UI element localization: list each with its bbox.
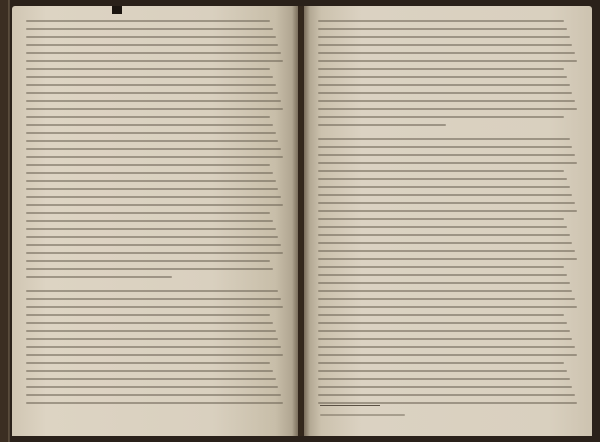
text-line <box>318 92 572 94</box>
text-line <box>318 346 575 348</box>
text-line <box>26 132 276 134</box>
text-line <box>318 28 567 30</box>
text-line <box>318 52 575 54</box>
text-line <box>26 52 281 54</box>
text-line <box>318 60 577 62</box>
text-line <box>26 92 278 94</box>
text-line <box>318 274 567 276</box>
text-line <box>26 124 273 126</box>
text-line <box>26 68 270 70</box>
text-line <box>318 44 572 46</box>
text-line <box>26 108 283 110</box>
text-line <box>318 146 572 148</box>
text-line <box>26 220 273 222</box>
text-line <box>26 148 281 150</box>
text-line <box>318 338 572 340</box>
text-line <box>26 314 270 316</box>
text-line <box>26 84 276 86</box>
text-line <box>26 244 281 246</box>
text-line <box>318 402 577 404</box>
text-line <box>26 346 281 348</box>
text-line <box>26 36 276 38</box>
text-line <box>26 188 278 190</box>
text-line <box>318 138 570 140</box>
text-line <box>26 116 270 118</box>
text-line <box>26 306 283 308</box>
text-line <box>26 322 273 324</box>
text-line <box>26 252 283 254</box>
text-line <box>318 298 575 300</box>
text-line <box>26 236 278 238</box>
text-line <box>318 234 570 236</box>
text-line <box>318 386 572 388</box>
text-line <box>26 290 278 292</box>
text-line <box>318 314 564 316</box>
text-line <box>26 100 281 102</box>
text-line <box>26 76 273 78</box>
text-line <box>318 218 564 220</box>
text-line <box>318 258 577 260</box>
text-line <box>318 250 575 252</box>
text-line <box>318 36 570 38</box>
text-line <box>26 28 273 30</box>
text-line <box>26 180 276 182</box>
text-line <box>318 266 564 268</box>
text-line <box>318 178 567 180</box>
text-line <box>26 196 281 198</box>
text-line <box>26 204 283 206</box>
text-line <box>26 140 278 142</box>
text-line <box>26 378 276 380</box>
text-line <box>318 162 577 164</box>
text-line <box>26 164 270 166</box>
text-line <box>318 290 572 292</box>
text-line <box>318 20 564 22</box>
text-line <box>26 44 278 46</box>
text-line <box>26 276 172 278</box>
text-line <box>26 338 278 340</box>
text-line <box>26 156 283 158</box>
text-line <box>318 84 570 86</box>
footnote-rule <box>320 405 380 406</box>
text-line <box>318 322 567 324</box>
text-line <box>318 330 570 332</box>
text-line <box>318 354 577 356</box>
text-line <box>318 378 570 380</box>
text-line <box>318 100 575 102</box>
text-line <box>318 68 564 70</box>
text-line <box>318 170 564 172</box>
text-line <box>26 260 270 262</box>
text-line <box>318 194 572 196</box>
text-line <box>318 186 570 188</box>
text-line <box>318 154 575 156</box>
right-page <box>304 6 592 436</box>
text-line <box>26 402 283 404</box>
text-line <box>318 370 567 372</box>
text-line <box>318 210 577 212</box>
text-line <box>26 354 283 356</box>
text-line <box>318 394 575 396</box>
text-line <box>318 202 575 204</box>
text-line <box>26 330 276 332</box>
text-line <box>26 298 281 300</box>
text-line <box>26 268 273 270</box>
text-line <box>318 124 446 126</box>
text-line <box>318 76 567 78</box>
text-line <box>26 20 270 22</box>
right-page-text <box>318 20 580 410</box>
text-line <box>26 394 281 396</box>
footnote-line <box>320 414 405 416</box>
text-line <box>26 172 273 174</box>
text-line <box>26 212 270 214</box>
text-line <box>26 228 276 230</box>
left-page <box>12 6 298 436</box>
bookmark-tab <box>112 6 122 14</box>
text-line <box>26 60 283 62</box>
text-line <box>318 306 577 308</box>
left-page-text <box>26 20 286 410</box>
text-line <box>318 116 564 118</box>
text-line <box>318 282 570 284</box>
text-line <box>318 242 572 244</box>
text-line <box>26 370 273 372</box>
text-line <box>26 386 278 388</box>
text-line <box>26 362 270 364</box>
footnote <box>320 414 576 416</box>
text-line <box>318 108 577 110</box>
text-line <box>318 226 567 228</box>
text-line <box>318 362 564 364</box>
